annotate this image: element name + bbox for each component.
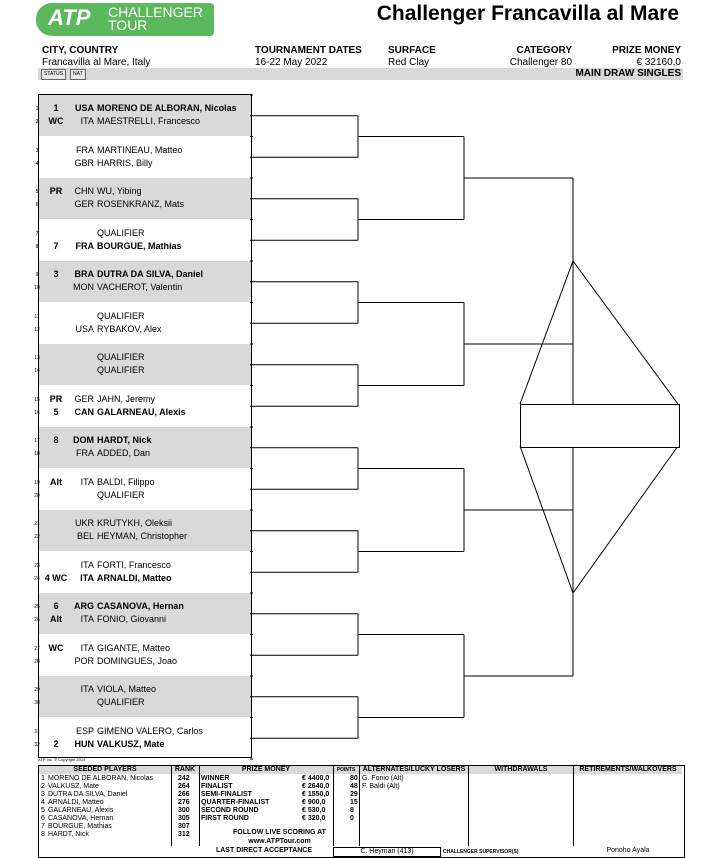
player-nationality: ITA — [80, 116, 94, 126]
logo-atp-text: ATP — [48, 5, 91, 30]
player-name[interactable]: HARRIS, Billy — [97, 157, 153, 168]
seeded-player-rank: 305 — [178, 815, 190, 822]
player-name[interactable]: HEYMAN, Christopher — [97, 531, 188, 541]
prize-amount: € 2640,0 — [302, 783, 330, 790]
draw-position: 1 — [35, 106, 39, 112]
logo-tour-text: TOUR — [108, 17, 148, 33]
category-label: CATEGORY — [516, 45, 572, 56]
player-nationality: FRA — [75, 240, 94, 251]
player-name[interactable]: VACHEROT, Valentin — [97, 282, 183, 292]
player-seed: 2 — [53, 738, 59, 749]
prize-amount: € 900,0 — [302, 799, 326, 806]
supervisor-value: Ponoho Ayala — [606, 847, 650, 854]
surface-label: SURFACE — [388, 45, 436, 56]
draw-position: 14 — [34, 368, 40, 374]
prize-money-header: PRIZE MONEY — [199, 766, 333, 774]
player-name[interactable]: FONIO, Giovanni — [97, 614, 167, 624]
draw-position: 12 — [34, 326, 40, 333]
player-name[interactable]: JAHN, Jeremy — [97, 393, 156, 404]
prize-value: € 32160,0 — [636, 57, 681, 68]
prize-label: PRIZE MONEY — [612, 45, 681, 56]
player-nationality: ITA — [80, 559, 94, 570]
alternate-player: G. Fonio (Alt) — [362, 775, 404, 782]
draw-position: 21 — [34, 521, 40, 527]
seeded-player-name: DUTRA DA SILVA, Daniel — [48, 791, 128, 798]
player-name[interactable]: ROSENKRANZ, Mats — [97, 199, 185, 209]
seed-number: 2 — [41, 783, 45, 790]
draw-position: 27 — [34, 645, 40, 652]
page-title: Challenger Francavilla al Mare — [376, 2, 679, 25]
prize-amount: € 320,0 — [302, 815, 326, 822]
player-nationality: GER — [74, 199, 94, 209]
lda-label: LAST DIRECT ACCEPTANCE — [215, 847, 313, 854]
seeded-player-name: HARDT, Nick — [48, 831, 89, 838]
player-seed: Alt — [50, 476, 62, 487]
draw-position: 25 — [34, 604, 40, 610]
category-value: Challenger 80 — [509, 57, 572, 68]
player-name[interactable]: FORTI, Francesco — [97, 559, 171, 570]
draw-position: 15 — [34, 396, 40, 403]
seed-number: 5 — [41, 807, 45, 814]
player-name[interactable]: BOURGUE, Mathias — [97, 240, 182, 251]
player-name[interactable]: QUALIFIER — [97, 697, 145, 707]
draw-position: 17 — [34, 438, 40, 444]
player-name[interactable]: GIMENO VALERO, Carlos — [97, 725, 203, 736]
city-label: CITY, COUNTRY — [42, 45, 119, 56]
draw-position: 24 — [34, 575, 40, 582]
prize-points: 8 — [350, 807, 354, 814]
player-seed: WC — [48, 642, 64, 653]
draw-position: 4 — [35, 160, 39, 167]
player-name[interactable]: HARDT, Nick — [97, 435, 152, 445]
player-nationality: BRA — [74, 269, 94, 279]
draw-position: 7 — [35, 230, 39, 237]
seed-number: 4 — [41, 799, 45, 806]
seeded-player-name: GALARNEAU, Alexis — [48, 807, 114, 814]
player-seed: 6 — [53, 601, 59, 611]
seeded-player-name: VALKUSZ, Mate — [48, 783, 99, 790]
copyright: ATP Inc. © Copyright 2014 — [38, 757, 86, 762]
player-name[interactable]: QUALIFIER — [97, 310, 145, 321]
seed-number: 8 — [41, 831, 45, 838]
player-name[interactable]: DUTRA DA SILVA, Daniel — [97, 269, 204, 279]
player-nationality: ITA — [80, 684, 94, 694]
status-column-label: STATUS — [41, 69, 66, 80]
player-name[interactable]: MAESTRELLI, Francesco — [97, 116, 201, 126]
player-nationality: ESP — [75, 725, 94, 736]
prize-points: 80 — [350, 775, 358, 782]
seeded-player-name: BOURGUE, Mathias — [48, 823, 112, 830]
supervisor-label: CHALLENGER SUPERVISOR(S) — [443, 849, 519, 855]
points-header: POINTS — [333, 766, 359, 774]
draw-position: 13 — [34, 355, 40, 361]
player-nationality: ITA — [80, 614, 94, 624]
player-nationality: ITA — [80, 642, 94, 653]
player-nationality: GBR — [74, 157, 94, 168]
player-seed: WC — [48, 116, 64, 126]
seeded-player-rank: 276 — [178, 799, 190, 806]
bracket-line — [573, 261, 678, 404]
seeded-player-name: ARNALDI, Matteo — [48, 799, 104, 806]
draw-position: 5 — [35, 189, 39, 195]
prize-points: 15 — [350, 799, 358, 806]
player-seed: Alt — [50, 614, 62, 624]
player-nationality: DOM — [73, 435, 94, 445]
draw-position: 2 — [35, 119, 39, 125]
alternate-player: F. Baldi (Alt) — [362, 783, 400, 790]
prize-amount: € 4400,0 — [302, 775, 330, 782]
winner-box — [520, 404, 680, 448]
draw-position: 23 — [34, 562, 40, 569]
player-seed: PR — [49, 393, 63, 404]
player-name[interactable]: CASANOVA, Hernan — [97, 601, 184, 611]
player-nationality: CHN — [74, 186, 94, 196]
player-name[interactable]: RYBAKOV, Alex — [97, 323, 162, 334]
draw-position: 19 — [34, 479, 40, 486]
player-nationality: CAN — [74, 406, 94, 417]
player-name[interactable]: VALKUSZ, Mate — [97, 738, 165, 749]
prize-round: QUARTER-FINALIST — [201, 799, 270, 806]
prize-round: SECOND ROUND — [201, 807, 259, 814]
player-name[interactable]: ADDED, Dan — [97, 448, 151, 458]
draw-position: 3 — [35, 147, 39, 154]
player-seed: 4 WC — [44, 572, 68, 583]
rank-header: RANK — [171, 766, 199, 774]
draw-position: 31 — [34, 728, 40, 735]
prize-round: WINNER — [201, 775, 230, 782]
withdrawals-header: WITHDRAWALS — [469, 766, 573, 774]
draw-position: 22 — [34, 534, 40, 540]
draw-position: 20 — [34, 492, 40, 499]
alternates-header: ALTERNATES/LUCKY LOSERS — [360, 766, 468, 774]
seeded-player-rank: 264 — [178, 783, 190, 790]
player-name[interactable]: VIOLA, Matteo — [97, 684, 157, 694]
seeded-player-rank: 307 — [178, 823, 190, 830]
player-nationality: HUN — [74, 738, 94, 749]
footer-column-divider — [573, 766, 574, 846]
seeded-player-name: CASANOVA, Hernan — [48, 815, 114, 822]
player-name[interactable]: QUALIFIER — [97, 352, 145, 362]
player-seed: 5 — [53, 406, 59, 417]
player-name[interactable]: GALARNEAU, Alexis — [97, 406, 186, 417]
player-nationality: USA — [75, 323, 94, 334]
player-seed: PR — [49, 186, 63, 196]
seed-number: 1 — [41, 775, 45, 782]
retirements-header: RETIREMENTS/WALKOVERS — [574, 766, 682, 774]
player-name[interactable]: MARTINEAU, Matteo — [97, 144, 183, 155]
player-name[interactable]: GIGANTE, Matteo — [97, 642, 171, 653]
draw-type-label: MAIN DRAW SINGLES — [575, 68, 681, 79]
live-scoring-label: FOLLOW LIVE SCORING AT — [233, 829, 326, 836]
player-nationality: USA — [74, 103, 94, 113]
bracket-line — [520, 446, 573, 593]
seed-number: 6 — [41, 815, 45, 822]
seeded-player-rank: 242 — [178, 775, 190, 782]
seed-number: 3 — [41, 791, 45, 798]
draw-position: 6 — [35, 202, 39, 208]
player-name[interactable]: WU, Yibing — [97, 186, 142, 196]
nat-column-label: NAT — [70, 69, 86, 80]
lda-value: C. Heyman (413) — [333, 847, 441, 857]
player-name[interactable]: KRUTYKH, Oleksii — [97, 518, 173, 528]
prize-amount: € 1550,0 — [302, 791, 330, 798]
player-seed: 7 — [53, 240, 59, 251]
dates-label: TOURNAMENT DATES — [255, 45, 362, 56]
draw-position: 26 — [34, 617, 40, 623]
player-nationality: ITA — [80, 572, 94, 583]
seeded-player-rank: 266 — [178, 791, 190, 798]
player-name[interactable]: MORENO DE ALBORAN, Nicolas — [97, 103, 237, 113]
player-nationality: POR — [74, 655, 94, 666]
prize-points: 0 — [350, 815, 354, 822]
logo-challenger-text: CHALLENGER — [108, 4, 203, 20]
player-nationality: FRA — [76, 144, 94, 155]
draw-position: 11 — [34, 313, 40, 320]
draw-position: 18 — [34, 451, 40, 457]
player-name[interactable]: DOMINGUES, Joao — [97, 655, 178, 666]
prize-points: 29 — [350, 791, 358, 798]
draw-position: 28 — [34, 658, 40, 665]
player-nationality: UKR — [74, 518, 94, 528]
draw-position: 8 — [35, 243, 39, 250]
dates-value: 16-22 May 2022 — [255, 57, 328, 68]
player-name[interactable]: QUALIFIER — [97, 365, 145, 375]
player-seed: 8 — [53, 435, 59, 445]
draw-position: 9 — [35, 272, 39, 278]
seeded-player-name: MORENO DE ALBORAN, Nicolas — [48, 775, 154, 782]
bracket-line — [573, 446, 678, 593]
draw-position: 29 — [34, 687, 40, 693]
player-nationality: ARG — [74, 601, 94, 611]
player-seed: 3 — [53, 269, 59, 279]
player-nationality: GER — [74, 393, 94, 404]
player-nationality: ITA — [80, 476, 94, 487]
footer-column-divider — [171, 766, 172, 846]
city-value: Francavilla al Mare, Italy — [42, 57, 151, 68]
player-nationality: MON — [73, 282, 94, 292]
draw-position: 16 — [34, 409, 40, 416]
player-nationality: FRA — [76, 448, 94, 458]
player-name[interactable]: QUALIFIER — [97, 489, 145, 500]
surface-value: Red Clay — [388, 57, 430, 68]
player-nationality: BEL — [76, 531, 94, 541]
prize-round: FIRST ROUND — [201, 815, 249, 822]
seeded-player-rank: 312 — [178, 831, 190, 838]
player-name[interactable]: QUALIFIER — [97, 227, 145, 238]
prize-round: SEMI-FINALIST — [201, 791, 252, 798]
seed-number: 7 — [41, 823, 45, 830]
player-name[interactable]: ARNALDI, Matteo — [97, 572, 172, 583]
draw-position: 10 — [34, 285, 40, 291]
footer-column-divider — [468, 766, 469, 846]
draw-position: 30 — [34, 700, 40, 706]
seeded-player-rank: 300 — [178, 807, 190, 814]
draw-position: 32 — [34, 741, 40, 748]
prize-amount: € 530,0 — [302, 807, 326, 814]
player-name[interactable]: BALDI, Filippo — [97, 476, 155, 487]
player-seed: 1 — [53, 103, 59, 113]
bracket-line — [520, 261, 573, 404]
prize-points: 48 — [350, 783, 358, 790]
prize-round: FINALIST — [201, 783, 233, 790]
seeded-header: SEEDED PLAYERS — [39, 766, 171, 774]
live-scoring-url[interactable]: www.ATPTour.com — [248, 838, 311, 845]
